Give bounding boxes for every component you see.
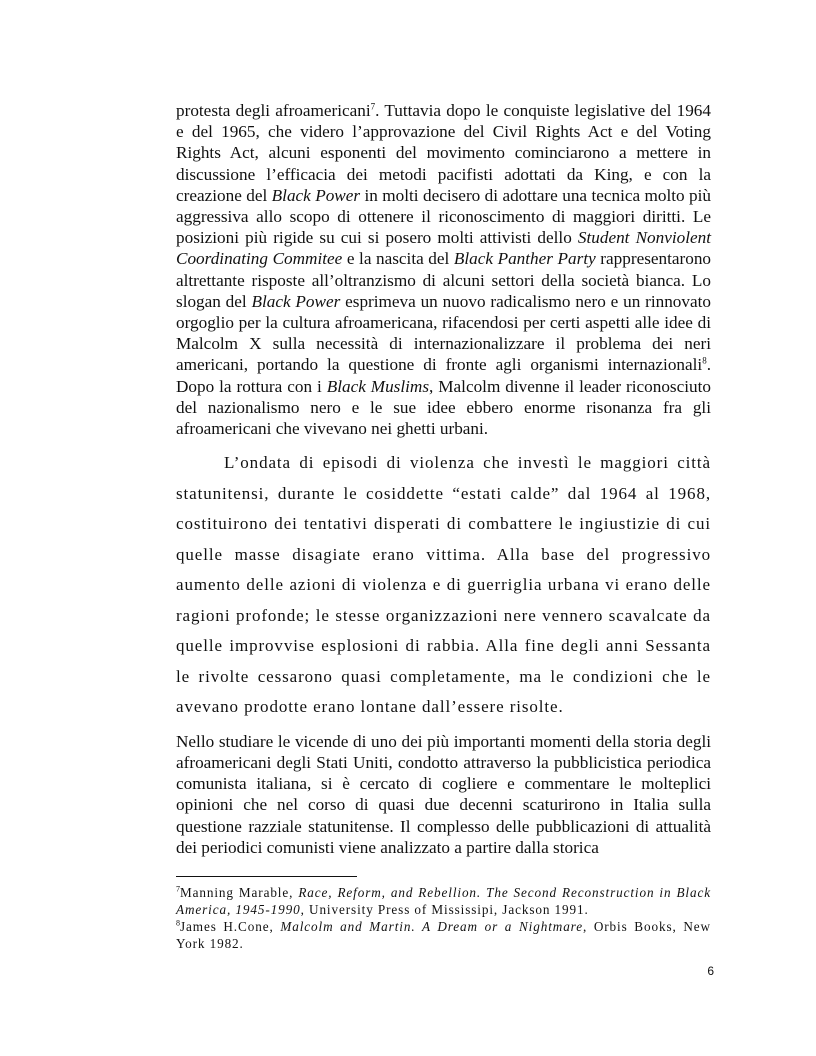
footnote-mark: 7 — [176, 884, 180, 894]
italic-term: Black Panther Party — [453, 249, 596, 269]
footnote-divider — [176, 876, 357, 877]
footnote-publisher: , Orbis Books, New York 1982. — [176, 919, 711, 951]
footnote-ref-8[interactable]: 8 — [702, 355, 707, 366]
footnote-title: Malcolm and Martin. A Dream or a Nightmare — [280, 919, 583, 934]
footnotes — [176, 884, 711, 952]
footnote-8 — [176, 918, 711, 952]
paragraph-2: L’ondata di episodi di violenza che investì le maggiori città statunitensi, durante le cosiddette “estati calde” dal 1964 al 1968, costituirono dei tentativi disperati di combattere le ingiustizie di cui quelle masse disagiate erano vittima. Alla base del progressivo aumento delle azioni di violenza e di guerriglia urbana vi erano delle ragioni profonde; le stesse organizzazioni nere vennero scavalcate da quelle improvvise esplosioni di rabbia. Alla fine degli anni Sessanta le rivolte cessarono quasi completamente, ma le condizioni che le avevano prodotte erano lontane dall’essere risolte. — [176, 453, 711, 717]
italic-term: Black Power — [271, 185, 361, 205]
text-run: . Tuttavia dopo le conquiste legislative del 1964 e del 1965, che videro l’approvazione del Civil Rights Act e del Voting Rights Act, alcuni esponenti del movimento cominciarono a mettere in discussione l’efficacia dei metodi pacifisti adottati da King, e con la creazione del — [176, 101, 711, 205]
footnote-title: Race, Reform, and Rebellion. The Second Reconstruction in Black America, 1945-1990 — [176, 885, 711, 917]
footnote-mark: 8 — [176, 918, 180, 928]
footnote-author: Manning Marable, — [180, 885, 299, 900]
text-run: . Dopo la rottura con i — [176, 355, 711, 396]
footnote-publisher: , University Press of Mississipi, Jackson 1991. — [300, 902, 589, 917]
text-run: in molti decisero di adottare una tecnica molto più aggressiva allo scopo di ottenere il riconoscimento di maggiori diritti. Le posizioni più rigide su cui si posero molti attivisti dello — [176, 185, 712, 248]
footnote-ref-7[interactable]: 7 — [370, 101, 376, 112]
text-run: protesta degli afroamericani — [176, 101, 371, 120]
text-run: , Malcolm divenne il leader riconosciuto del nazionalismo nero e le sue idee ebbero enorme risonanza fra gli afroamericani che vivevano nei ghetti urbani. — [176, 376, 711, 439]
text-run: esprimeva un nuovo radicalismo nero e un rinnovato orgoglio per la cultura afroamericana, rifacendosi per certi aspetti alle idee di Malcolm X sulla necessità di internazionalizzare il problema dei neri americani, portando la questione di fronte agli organismi internazionali — [176, 291, 711, 375]
paragraph-3: Nello studiare le vicende di uno dei più importanti momenti della storia degli afroamericani degli Stati Uniti, condotto attraverso la pubblicistica periodica comunista italiana, si è cercato di cogliere e commentare le molteplici opinioni che nel corso di quasi due decenni scaturirono in Italia sulla questione razziale statunitense. Il complesso delle pubblicazioni di attualità dei periodici comunisti viene analizzato a partire dalla storica — [176, 731, 711, 857]
text-run: e la nascita del — [342, 249, 454, 269]
page-number: 6 — [707, 964, 714, 978]
text-run: rappresentarono altrettante risposte all’oltranzismo di alcuni settori della società bianca. Lo slogan del — [176, 249, 712, 311]
italic-term: Student Nonviolent Coordinating Commitee — [176, 228, 711, 269]
paragraph-1 — [176, 100, 711, 439]
italic-term: Black Power — [251, 291, 341, 311]
italic-term: Black Muslims — [326, 376, 430, 396]
footnote-7 — [176, 884, 711, 918]
page-body — [176, 100, 711, 858]
footnote-author: James H.Cone, — [180, 919, 281, 934]
